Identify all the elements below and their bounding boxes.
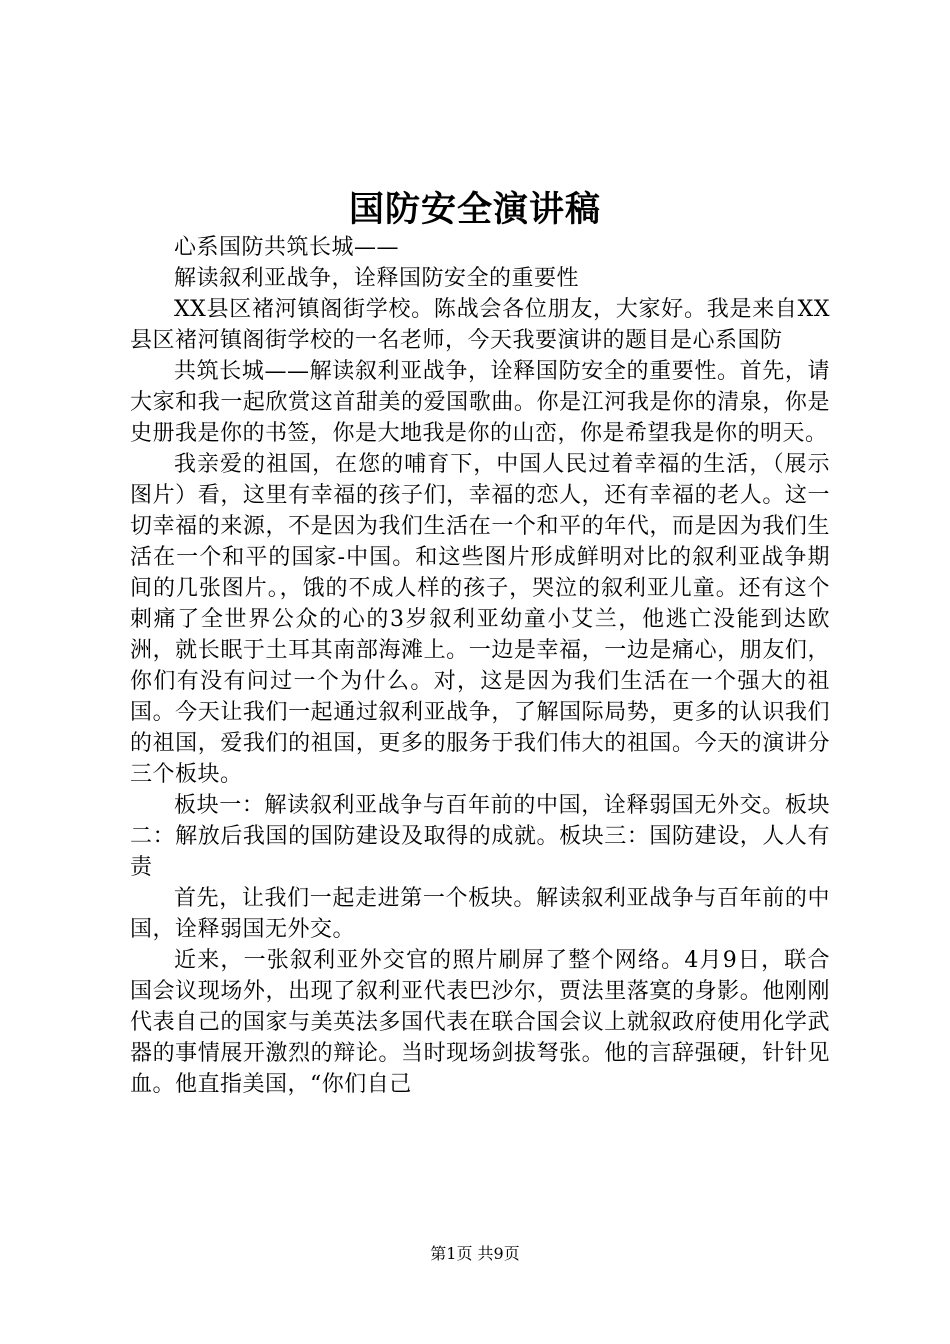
document-body (130, 232, 830, 1100)
paragraph-8: 近来，一张叙利亚外交官的照片刷屏了整个网络。4月9日，联合国会议现场外，出现了叙利亚代表巴沙尔，贾法里落寞的身影。他刚刚代表自己的国家与美英法多国代表在联合国会议上就叙政府使用化学武器的事情展开激烈的辩论。当时现场剑拔弩张。他的言辞强硬，针针见血。他直指美国，“你们自己 (130, 948, 830, 1097)
paragraph-6: 板块一：解读叙利亚战争与百年前的中国，诠释弱国无外交。板块二：解放后我国的国防建设及取得的成就。板块三：国防建设，人人有责 (130, 793, 830, 880)
paragraph-1: 心系国防共筑长城—— (174, 235, 400, 260)
paragraph-4: 共筑长城——解读叙利亚战争，诠释国防安全的重要性。首先，请大家和我一起欣赏这首甜美的爱国歌曲。你是江河我是你的清泉，你是史册我是你的书签，你是大地我是你的山峦，你是希望我是你的明天。 (130, 359, 830, 446)
document-title: 国防安全演讲稿 (348, 189, 601, 230)
paragraph-5: 我亲爱的祖国，在您的哺育下，中国人民过着幸福的生活，（展示图片）看，这里有幸福的孩子们，幸福的恋人，还有幸福的老人。这一切幸福的来源，不是因为我们生活在一个和平的年代，而是因为我们生活在一个和平的国家-中国。和这些图片形成鲜明对比的叙利亚战争期间的几张图片。，饿的不成人样的孩子，哭泣的叙利亚儿童。还有这个刺痛了全世界公众的心的3岁叙利亚幼童小艾兰，他逃亡没能到达欧洲，就长眠于土耳其南部海滩上。一边是幸福，一边是痛心，朋友们，你们有没有问过一个为什么。对，这是因为我们生活在一个强大的祖国。今天让我们一起通过叙利亚战争，了解国际局势，更多的认识我们的祖国，爱我们的祖国，更多的服务于我们伟大的祖国。今天的演讲分三个板块。 (130, 452, 830, 787)
paragraph-7: 首先，让我们一起走进第一个板块。解读叙利亚战争与百年前的中国，诠释弱国无外交。 (130, 886, 830, 942)
paragraph-3: XX县区褚河镇阁街学校。陈战会各位朋友，大家好。我是来自XX县区褚河镇阁街学校的一名老师，今天我要演讲的题目是心系国防 (130, 297, 830, 353)
page-footer: 第1页 共9页 (430, 1244, 520, 1263)
paragraph-2: 解读叙利亚战争，诠释国防安全的重要性 (174, 266, 580, 291)
